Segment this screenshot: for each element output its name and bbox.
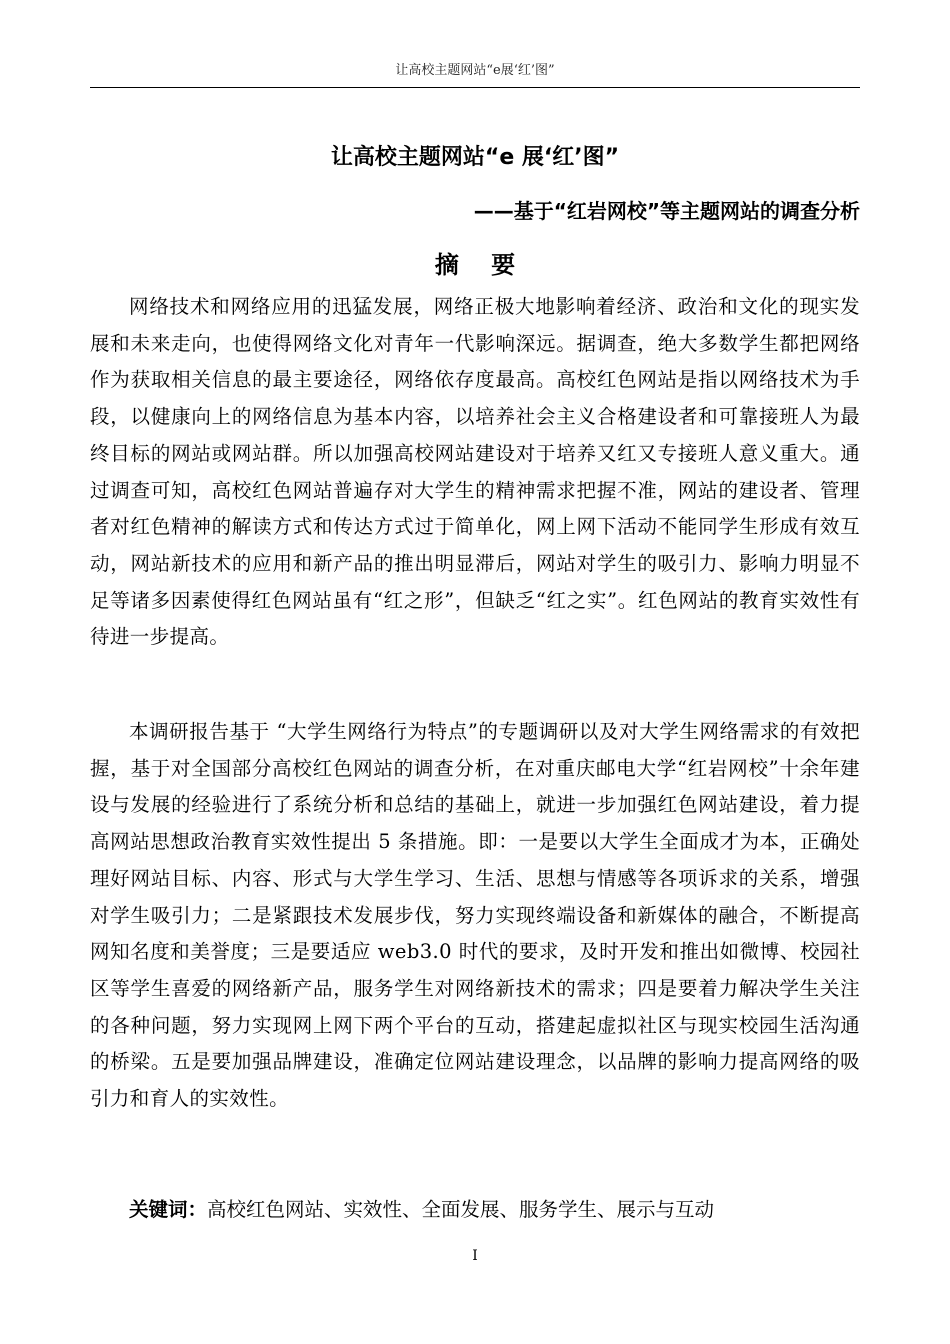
document-title: 让高校主题网站“e 展‘红’图”	[330, 145, 620, 170]
keywords-list: 高校红色网站、实效性、全面发展、服务学生、展示与互动	[207, 1198, 715, 1221]
document-subtitle: ——基于“红岩网校”等主题网站的调查分析	[473, 199, 860, 223]
page-number: I	[472, 1248, 478, 1264]
keywords-label: 关键词：	[129, 1198, 208, 1221]
abstract-paragraph: 网络技术和网络应用的迅猛发展，网络正极大地影响着经济、政治和文化的现实发展和未来走向，也使得网络文化对青年一代影响深远。据调查，绝大多数学生都把网络作为获取相关信息的最主要途径，网络依存度最高。高校红色网站是指以网络技术为手段，以健康向上的网络信息为基本内容，以培养社会主义合格建设者和可靠接班人为最终目标的网站或网站群。所以加强高校网站建设对于培养又红又专接班人意义重大。通过调查可知，高校红色网站普遍存对大学生的精神需求把握不准，网站的建设者、管理者对红色精神的解读方式和传达方式过于简单化，网上网下活动不能同学生形成有效互动，网站新技术的应用和新产品的推出明显滞后，网站对学生的吸引力、影响力明显不足等诸多因素使得红色网站虽有“红之形”，但缺乏“红之实”。红色网站的教育实效性有待进一步提高。	[90, 295, 860, 649]
abstract-heading: 摘 要	[434, 251, 528, 279]
keywords-line	[90, 1192, 860, 1228]
running-header: 让高校主题网站“e展‘红’图”	[395, 63, 555, 78]
header-rule	[90, 87, 860, 88]
abstract-paragraph: 本调研报告基于 “大学生网络行为特点”的专题调研以及对大学生网络需求的有效把握，基于对全国部分高校红色网站的调查分析，在对重庆邮电大学“红岩网校”十余年建设与发展的经验进行了系统分析和总结的基础上，就进一步加强红色网站建设，着力提高网站思想政治教育实效性提出 5 条措施。即：一是要以大学生全面成才为本，正确处理好网站目标、内容、形式与大学生学习、生活、思想与情感等各项诉求的关系，增强对学生吸引力；二是紧跟技术发展步伐，努力实现终端设备和新媒体的融合，不断提高网知名度和美誉度；三是要适应 web3.0 时代的要求，及时开发和推出如微博、校园社区等学生喜爱的网络新产品，服务学生对网络新技术的需求；四是要着力解决学生关注的各种问题，努力实现网上网下两个平台的互动，搭建起虚拟社区与现实校园生活沟通的桥梁。五是要加强品牌建设，准确定位网站建设理念，以品牌的影响力提高网络的吸引力和育人的实效性。	[90, 720, 860, 1111]
